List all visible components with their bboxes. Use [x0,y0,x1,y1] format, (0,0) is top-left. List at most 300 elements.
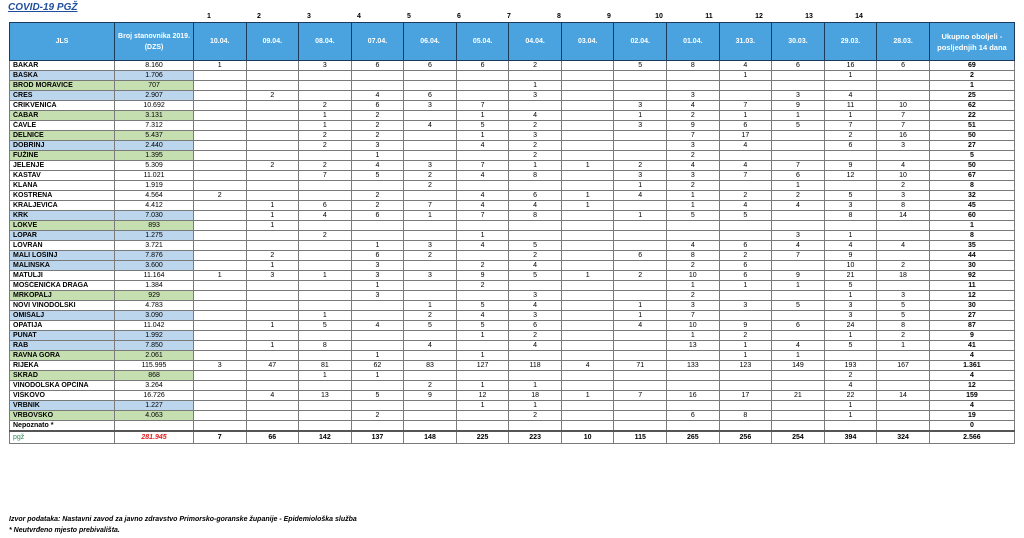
daily-cases-cell [772,401,825,411]
daily-cases-cell: 123 [719,361,772,371]
daily-cases-cell [561,281,614,291]
totals-row [10,431,1015,444]
header-total-14-days: Ukupno oboljeli - posljednjih 14 dana [929,23,1014,61]
total-cases-cell: 87 [929,321,1014,331]
totals-daily-cell: 225 [456,431,509,444]
daily-cases-cell: 5 [772,121,825,131]
column-number: 9 [607,13,611,20]
daily-cases-cell [561,221,614,231]
daily-cases-cell: 2 [824,371,877,381]
daily-cases-cell: 13 [299,391,352,401]
daily-cases-cell: 1 [404,301,457,311]
municipality-name: MALINSKA [10,261,115,271]
daily-cases-cell [193,291,246,301]
total-cases-cell: 44 [929,251,1014,261]
municipality-name: VRBOVSKO [10,411,115,421]
daily-cases-cell: 118 [509,361,562,371]
daily-cases-cell: 3 [877,141,930,151]
daily-cases-cell: 4 [719,201,772,211]
daily-cases-cell [614,371,667,381]
daily-cases-cell [193,351,246,361]
total-cases-cell: 8 [929,181,1014,191]
population-cell: 868 [115,371,194,381]
daily-cases-cell [404,281,457,291]
municipality-name: DOBRINJ [10,141,115,151]
municipality-name: VRBNIK [10,401,115,411]
daily-cases-cell: 7 [299,171,352,181]
daily-cases-cell: 8 [824,211,877,221]
table-row [10,91,1015,101]
daily-cases-cell [456,71,509,81]
municipality-name: PUNAT [10,331,115,341]
daily-cases-cell: 9 [667,121,720,131]
daily-cases-cell [404,291,457,301]
population-cell: 2.907 [115,91,194,101]
daily-cases-cell: 7 [667,311,720,321]
municipality-name: KLANA [10,181,115,191]
daily-cases-cell [456,421,509,432]
daily-cases-cell: 8 [667,61,720,71]
daily-cases-cell [193,81,246,91]
daily-cases-cell [246,81,299,91]
daily-cases-cell: 133 [667,361,720,371]
daily-cases-cell: 7 [456,101,509,111]
header-date: 29.03. [824,23,877,61]
population-cell: 1.275 [115,231,194,241]
daily-cases-cell: 3 [404,271,457,281]
daily-cases-cell [772,291,825,301]
daily-cases-cell [404,191,457,201]
column-number: 11 [705,13,713,20]
daily-cases-cell: 6 [351,61,404,71]
daily-cases-cell [614,261,667,271]
column-number: 3 [307,13,311,20]
daily-cases-cell: 10 [877,171,930,181]
daily-cases-cell [667,381,720,391]
daily-cases-cell: 5 [667,211,720,221]
total-cases-cell: 12 [929,291,1014,301]
table-row [10,291,1015,301]
daily-cases-cell: 1 [456,381,509,391]
daily-cases-cell [614,411,667,421]
municipality-name: MOŠĆENIČKA DRAGA [10,281,115,291]
daily-cases-cell: 3 [404,161,457,171]
daily-cases-cell: 1 [824,291,877,301]
table-row [10,361,1015,371]
daily-cases-cell: 6 [772,321,825,331]
municipality-name: BAKAR [10,61,115,71]
total-cases-cell: 0 [929,421,1014,432]
header-date: 31.03. [719,23,772,61]
daily-cases-cell [193,221,246,231]
daily-cases-cell [877,91,930,101]
municipality-name: KRALJEVICA [10,201,115,211]
daily-cases-cell: 16 [667,391,720,401]
population-cell: 4.063 [115,411,194,421]
table-row [10,251,1015,261]
daily-cases-cell [404,331,457,341]
daily-cases-cell [667,421,720,432]
daily-cases-cell [404,351,457,361]
daily-cases-cell: 2 [299,231,352,241]
population-cell: 893 [115,221,194,231]
daily-cases-cell: 2 [877,181,930,191]
daily-cases-cell: 5 [456,121,509,131]
table-row [10,281,1015,291]
daily-cases-cell [877,221,930,231]
table-row [10,161,1015,171]
daily-cases-cell [246,301,299,311]
population-cell: 707 [115,81,194,91]
daily-cases-cell: 1 [614,301,667,311]
daily-cases-cell: 5 [824,281,877,291]
daily-cases-cell [246,231,299,241]
population-cell: 2.440 [115,141,194,151]
daily-cases-cell: 1 [824,411,877,421]
daily-cases-cell: 1 [509,401,562,411]
daily-cases-cell [246,281,299,291]
daily-cases-cell [193,281,246,291]
daily-cases-cell: 6 [404,91,457,101]
daily-cases-cell: 6 [351,251,404,261]
daily-cases-cell: 1 [456,401,509,411]
daily-cases-cell [561,371,614,381]
daily-cases-cell [193,411,246,421]
daily-cases-cell: 4 [877,241,930,251]
totals-daily-cell: 66 [246,431,299,444]
daily-cases-cell: 4 [667,241,720,251]
daily-cases-cell [456,181,509,191]
population-cell: 8.160 [115,61,194,71]
header-date: 01.04. [667,23,720,61]
daily-cases-cell: 5 [351,171,404,181]
daily-cases-cell [299,81,352,91]
header-date: 08.04. [299,23,352,61]
daily-cases-cell [246,181,299,191]
daily-cases-cell: 2 [299,131,352,141]
totals-daily-cell: 115 [614,431,667,444]
municipality-name: JELENJE [10,161,115,171]
daily-cases-cell: 3 [404,101,457,111]
municipality-name: BAŠKA [10,71,115,81]
municipality-name: RIJEKA [10,361,115,371]
daily-cases-cell: 2 [404,381,457,391]
daily-cases-cell [193,101,246,111]
daily-cases-cell [299,261,352,271]
daily-cases-cell [614,291,667,301]
daily-cases-cell: 18 [509,391,562,401]
daily-cases-cell [667,221,720,231]
table-row [10,241,1015,251]
daily-cases-cell: 7 [772,251,825,261]
daily-cases-cell [404,231,457,241]
daily-cases-cell: 1 [614,211,667,221]
daily-cases-cell [561,291,614,301]
daily-cases-cell [719,311,772,321]
municipality-name: VIŠKOVO [10,391,115,401]
municipality-name: KASTAV [10,171,115,181]
total-cases-cell: 9 [929,331,1014,341]
daily-cases-cell: 3 [351,271,404,281]
daily-cases-cell: 81 [299,361,352,371]
daily-cases-cell: 4 [456,241,509,251]
population-cell: 1.919 [115,181,194,191]
daily-cases-cell: 1 [456,111,509,121]
daily-cases-cell: 8 [667,251,720,261]
daily-cases-cell: 5 [456,321,509,331]
daily-cases-cell: 2 [509,121,562,131]
table-row [10,311,1015,321]
daily-cases-cell: 2 [456,281,509,291]
daily-cases-cell [193,91,246,101]
daily-cases-cell [614,221,667,231]
daily-cases-cell: 6 [456,61,509,71]
daily-cases-cell: 2 [193,191,246,201]
table-row [10,271,1015,281]
daily-cases-cell [614,131,667,141]
daily-cases-cell: 2 [509,331,562,341]
population-cell: 5.437 [115,131,194,141]
daily-cases-cell: 3 [667,141,720,151]
daily-cases-cell: 5 [877,311,930,321]
daily-cases-cell: 4 [246,391,299,401]
population-cell: 5.309 [115,161,194,171]
daily-cases-cell: 2 [246,91,299,101]
daily-cases-cell: 6 [351,211,404,221]
column-numbers [9,13,1015,22]
table-row [10,321,1015,331]
population-cell: 1.706 [115,71,194,81]
daily-cases-cell: 62 [351,361,404,371]
daily-cases-cell: 13 [667,341,720,351]
daily-cases-cell: 4 [614,191,667,201]
daily-cases-cell: 3 [509,91,562,101]
total-cases-cell: 30 [929,301,1014,311]
daily-cases-cell: 1 [246,211,299,221]
daily-cases-cell: 3 [404,241,457,251]
header-date: 05.04. [456,23,509,61]
table-row [10,111,1015,121]
daily-cases-cell [509,351,562,361]
daily-cases-cell [246,311,299,321]
daily-cases-cell: 1 [456,131,509,141]
daily-cases-cell [193,181,246,191]
municipality-name: VINODOLSKA OPĆINA [10,381,115,391]
daily-cases-cell: 3 [824,311,877,321]
daily-cases-cell [404,131,457,141]
daily-cases-cell [824,421,877,432]
total-cases-cell: 12 [929,381,1014,391]
daily-cases-cell: 2 [614,271,667,281]
daily-cases-cell: 2 [509,141,562,151]
total-cases-cell: 69 [929,61,1014,71]
daily-cases-cell: 2 [351,131,404,141]
daily-cases-cell: 2 [299,141,352,151]
daily-cases-cell [246,171,299,181]
daily-cases-cell [877,71,930,81]
daily-cases-cell: 1 [561,201,614,211]
daily-cases-cell [561,171,614,181]
daily-cases-cell [246,121,299,131]
column-number: 12 [755,13,763,20]
daily-cases-cell: 3 [877,191,930,201]
daily-cases-cell: 8 [509,171,562,181]
daily-cases-cell [193,261,246,271]
daily-cases-cell [561,81,614,91]
daily-cases-cell: 47 [246,361,299,371]
daily-cases-cell: 2 [667,181,720,191]
table-row [10,301,1015,311]
daily-cases-cell: 4 [456,171,509,181]
daily-cases-cell [299,351,352,361]
daily-cases-cell [509,101,562,111]
daily-cases-cell: 83 [404,361,457,371]
daily-cases-cell [404,111,457,121]
daily-cases-cell [246,331,299,341]
daily-cases-cell [772,261,825,271]
daily-cases-cell: 2 [404,251,457,261]
total-cases-cell: 11 [929,281,1014,291]
daily-cases-cell: 2 [719,251,772,261]
daily-cases-cell: 10 [667,321,720,331]
daily-cases-cell: 3 [246,271,299,281]
daily-cases-cell [877,411,930,421]
daily-cases-cell [404,141,457,151]
daily-cases-cell: 1 [614,311,667,321]
daily-cases-cell: 1 [667,281,720,291]
daily-cases-cell [614,151,667,161]
daily-cases-cell [772,131,825,141]
daily-cases-cell: 4 [351,161,404,171]
municipality-name: ČABAR [10,111,115,121]
table-row [10,381,1015,391]
daily-cases-cell: 7 [667,131,720,141]
daily-cases-cell: 4 [667,161,720,171]
daily-cases-cell [456,81,509,91]
population-cell: 3.131 [115,111,194,121]
daily-cases-cell: 1 [561,271,614,281]
daily-cases-cell [877,401,930,411]
daily-cases-cell: 4 [456,311,509,321]
daily-cases-cell [193,341,246,351]
daily-cases-cell [719,371,772,381]
table-row [10,211,1015,221]
daily-cases-cell: 2 [456,261,509,271]
daily-cases-cell [824,181,877,191]
daily-cases-cell [193,401,246,411]
column-number: 1 [207,13,211,20]
daily-cases-cell [561,311,614,321]
daily-cases-cell [193,141,246,151]
daily-cases-cell: 7 [824,121,877,131]
daily-cases-cell: 4 [509,111,562,121]
daily-cases-cell: 2 [404,181,457,191]
daily-cases-cell [299,331,352,341]
table-row [10,141,1015,151]
daily-cases-cell [509,231,562,241]
daily-cases-cell [246,111,299,121]
daily-cases-cell: 10 [824,261,877,271]
population-cell [115,421,194,432]
source-note: Izvor podataka: Nastavni zavod za javno zdravstvo Primorsko-goranske županije - Epidemiološka služba [9,516,357,523]
daily-cases-cell: 3 [193,361,246,371]
daily-cases-cell [193,391,246,401]
daily-cases-cell: 4 [509,341,562,351]
daily-cases-cell [772,221,825,231]
daily-cases-cell: 4 [772,341,825,351]
daily-cases-cell: 6 [772,171,825,181]
daily-cases-cell [772,331,825,341]
daily-cases-cell: 1 [351,281,404,291]
daily-cases-cell: 5 [824,191,877,201]
daily-cases-cell [614,421,667,432]
daily-cases-cell: 2 [877,261,930,271]
daily-cases-cell: 2 [719,331,772,341]
header-date: 02.04. [614,23,667,61]
daily-cases-cell: 1 [456,331,509,341]
daily-cases-cell [719,91,772,101]
daily-cases-cell [404,371,457,381]
total-cases-cell: 19 [929,411,1014,421]
daily-cases-cell: 4 [824,241,877,251]
daily-cases-cell: 2 [614,161,667,171]
table-row [10,411,1015,421]
column-number: 7 [507,13,511,20]
daily-cases-cell: 9 [772,271,825,281]
municipality-name: SKRAD [10,371,115,381]
daily-cases-cell: 9 [772,101,825,111]
totals-daily-cell: 324 [877,431,930,444]
total-cases-cell: 51 [929,121,1014,131]
total-cases-cell: 27 [929,311,1014,321]
totals-daily-cell: 148 [404,431,457,444]
population-cell: 11.164 [115,271,194,281]
daily-cases-cell [299,91,352,101]
table-row [10,391,1015,401]
table-row [10,421,1015,432]
daily-cases-cell: 4 [561,361,614,371]
daily-cases-cell: 9 [719,321,772,331]
daily-cases-cell [614,231,667,241]
daily-cases-cell [877,231,930,241]
daily-cases-cell [246,151,299,161]
column-number: 14 [855,13,863,20]
daily-cases-cell: 1 [719,341,772,351]
daily-cases-cell: 2 [667,291,720,301]
daily-cases-cell [772,151,825,161]
daily-cases-cell: 1 [351,371,404,381]
municipality-name: MALI LOŠINJ [10,251,115,261]
daily-cases-cell: 2 [246,161,299,171]
daily-cases-cell: 5 [719,211,772,221]
daily-cases-cell [877,81,930,91]
totals-population: 281.945 [115,431,194,444]
daily-cases-cell: 2 [351,411,404,421]
daily-cases-cell: 71 [614,361,667,371]
daily-cases-cell: 1 [824,331,877,341]
daily-cases-cell [772,81,825,91]
municipality-name: LOKVE [10,221,115,231]
header-date: 04.04. [509,23,562,61]
totals-daily-cell: 223 [509,431,562,444]
daily-cases-cell: 1 [299,371,352,381]
daily-cases-cell [456,341,509,351]
total-cases-cell: 50 [929,161,1014,171]
daily-cases-cell: 4 [772,241,825,251]
daily-cases-cell: 4 [509,201,562,211]
daily-cases-cell [877,351,930,361]
daily-cases-cell: 4 [509,301,562,311]
